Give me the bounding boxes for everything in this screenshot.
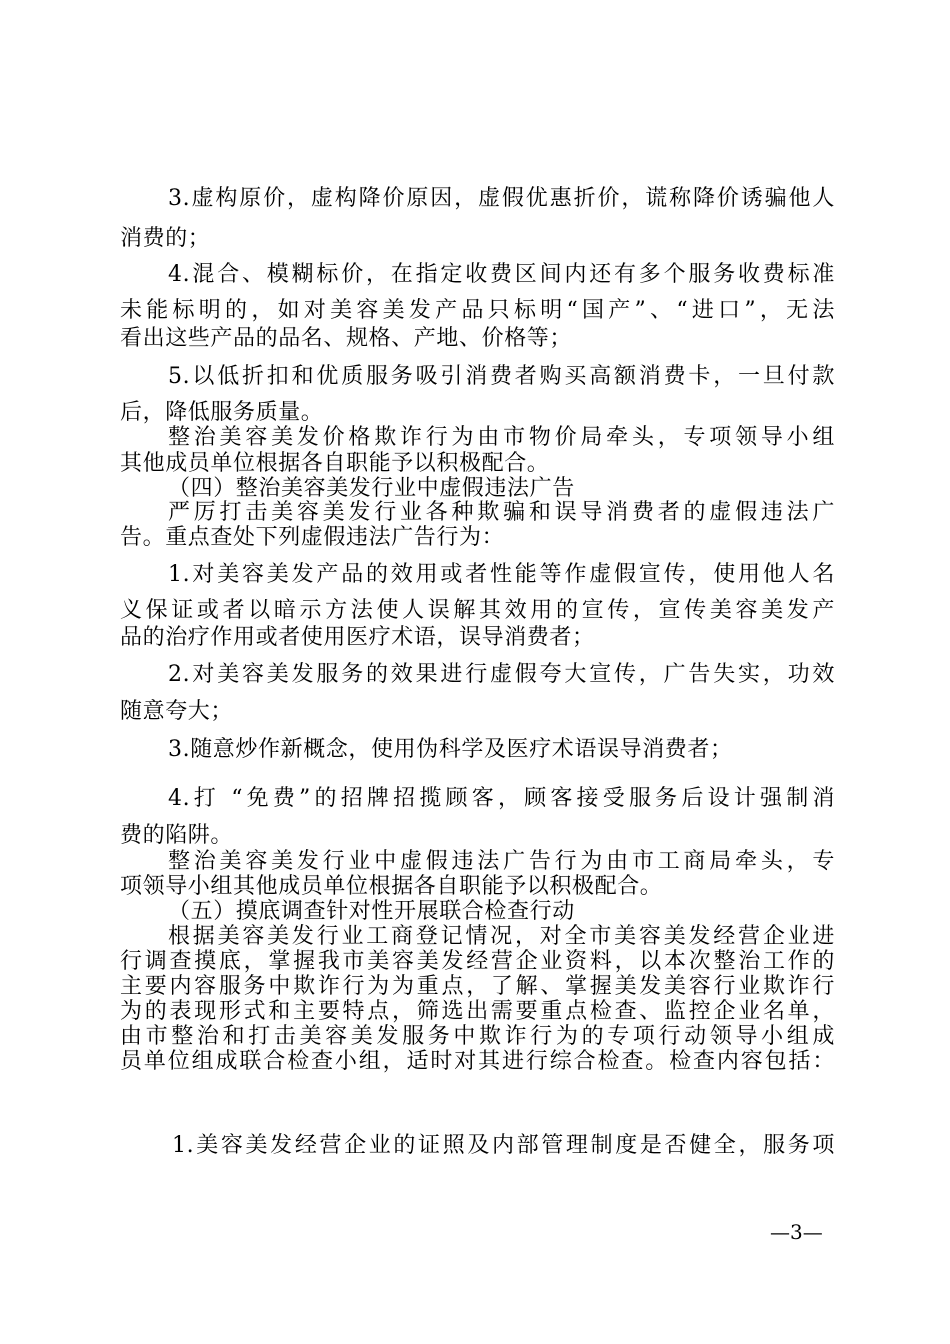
text-line: 项领导小组其他成员单位根据各自职能予以积极配合。 xyxy=(120,874,663,899)
text-line: 行调查摸底，掌握我市美容美发经营企业资料，以本次整治工作的 xyxy=(120,949,835,974)
text-line: 5.以低折扣和优质服务吸引消费者购买高额消费卡，一旦付款 xyxy=(168,364,835,389)
section-heading: （五）摸底调查针对性开展联合检查行动 xyxy=(168,899,575,924)
text-line: 4.混合、模糊标价，在指定收费区间内还有多个服务收费标准 xyxy=(168,262,835,287)
text-line: 义保证或者以暗示方法使人误解其效用的宣传，宣传美容美发产 xyxy=(120,598,835,623)
text-line: 告。重点查处下列虚假违法广告行为： xyxy=(120,525,505,550)
text-line: 主要内容服务中欺诈行为为重点，了解、掌握美发美容行业欺诈行 xyxy=(120,974,835,999)
text-line: 品的治疗作用或者使用医疗术语，误导消费者； xyxy=(120,625,595,650)
text-line: 员单位组成联合检查小组，适时对其进行综合检查。检查内容包括： xyxy=(120,1049,835,1074)
page-number: —3— xyxy=(770,1220,823,1244)
text-line: 整治美容美发行业中虚假违法广告行为由市工商局牵头，专 xyxy=(168,849,835,874)
text-line: 为的表现形式和主要特点，筛选出需要重点检查、监控企业名单， xyxy=(120,999,835,1024)
text-line: 由市整治和打击美容美发服务中欺诈行为的专项行动领导小组成 xyxy=(120,1024,835,1049)
text-line: 1.美容美发经营企业的证照及内部管理制度是否健全，服务项 xyxy=(172,1133,835,1158)
text-line: 2.对美容美发服务的效果进行虚假夸大宣传，广告失实，功效 xyxy=(168,662,835,687)
text-line: 根据美容美发行业工商登记情况，对全市美容美发经营企业进 xyxy=(168,924,835,949)
text-line: 未能标明的，如对美容美发产品只标明“国产”、“进口”，无法 xyxy=(120,298,835,323)
section-heading: （四）整治美容美发行业中虚假违法广告 xyxy=(168,476,575,501)
text-line: 严厉打击美容美发行业各种欺骗和误导消费者的虚假违法广 xyxy=(168,500,835,525)
text-line: 3.随意炒作新概念，使用伪科学及医疗术语误导消费者； xyxy=(168,737,733,762)
text-line: 随意夸大； xyxy=(120,699,234,724)
text-line: 3.虚构原价，虚构降价原因，虚假优惠折价，谎称降价诱骗他人 xyxy=(168,186,835,211)
text-line: 整治美容美发价格欺诈行为由市物价局牵头，专项领导小组 xyxy=(168,425,835,450)
text-line: 其他成员单位根据各自职能予以积极配合。 xyxy=(120,451,550,476)
text-line: 1.对美容美发产品的效用或者性能等作虚假宣传，使用他人名 xyxy=(168,562,835,587)
text-line: 后，降低服务质量。 xyxy=(120,400,324,425)
text-line: 4.打 “免费”的招牌招揽顾客，顾客接受服务后设计强制消 xyxy=(168,786,835,811)
text-line: 费的陷阱。 xyxy=(120,823,234,848)
text-line: 消费的； xyxy=(120,226,211,251)
text-line: 看出这些产品的品名、规格、产地、价格等； xyxy=(120,326,573,351)
